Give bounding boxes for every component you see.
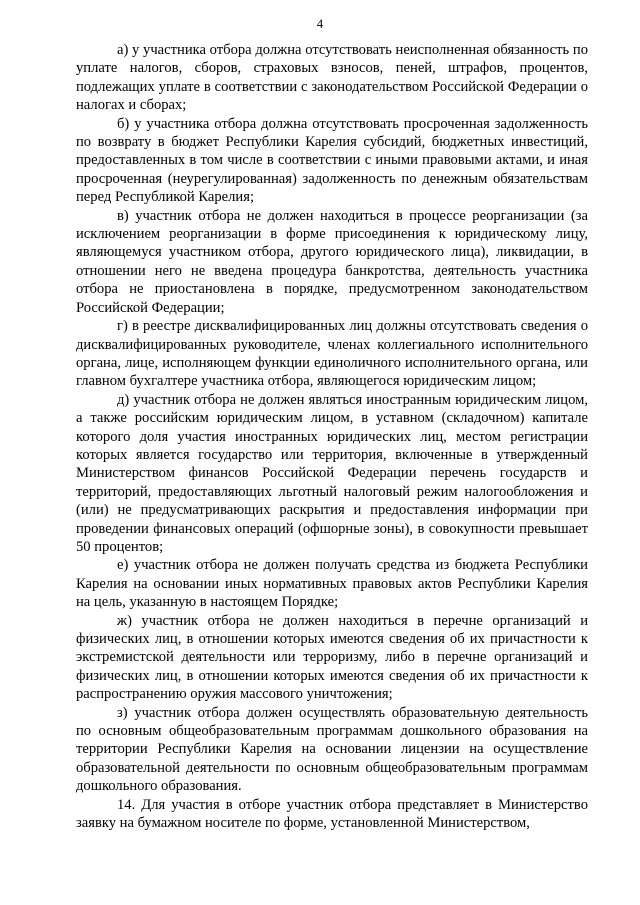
document-body [76,41,588,832]
paragraph-v: в) участник отбора не должен находиться в процессе реорганизации (за исключением реорганизации в форме присоединения к юридическому лицу, являющемуся участником отбора, другого юридического лица), ликвидации, в отношении него не введена процедура банкротства, деятельность участника отбора не приостановлена в порядке, предусмотренном законодательством Российской Федерации; [76,207,588,316]
paragraph-14: 14. Для участия в отборе участник отбора представляет в Министерство заявку на бумажном носителе по форме, установленной Министерством, [76,796,588,832]
page-number: 4 [316,17,324,31]
paragraph-z: з) участник отбора должен осуществлять образовательную деятельность по основным общеобразовательным программам дошкольного образования на территории Республики Карелия на основании лицензии на осуществление образовательной деятельности по основным общеобразовательным программам дошкольного образования. [76,704,588,795]
paragraph-a: а) у участника отбора должна отсутствовать неисполненная обязанность по уплате налогов, сборов, страховых взносов, пеней, штрафов, процентов, подлежащих уплате в соответствии с законодательством Российской Федерации о налогах и сборах; [76,42,588,114]
paragraph-e: е) участник отбора не должен получать средства из бюджета Республики Карелия на основании иных нормативных правовых актов Республики Карелия на цель, указанную в настоящем Порядке; [76,557,588,611]
paragraph-b: б) у участника отбора должна отсутствовать просроченная задолженность по возврату в бюджет Республики Карелия субсидий, бюджетных инвестиций, предоставленных в том числе в соответствии с иными правовыми актами, и иная просроченная (неурегулированная) задолженность по денежным обязательствам перед Республикой Карелия; [76,115,588,206]
paragraph-g: г) в реестре дисквалифицированных лиц должны отсутствовать сведения о дисквалифицированных руководителе, членах коллегиального исполнительного органа, лице, исполняющем функции единоличного исполнительного органа, или главном бухгалтере участника отбора, являющегося юридическим лицом; [76,318,588,390]
paragraph-d: д) участник отбора не должен являться иностранным юридическим лицом, а также российским юридическим лицом, в уставном (складочном) капитале которого доля участия иностранных юридических лиц, местом регистрации которых является государство или территория, включенные в утвержденный Министерством финансов Российской Федерации перечень государств и территорий, предоставляющих льготный налоговый режим налогообложения и (или) не предусматривающих раскрытия и предоставления информации при проведении финансовых операций (офшорные зоны), в совокупности превышает 50 процентов; [76,391,588,555]
paragraph-zh: ж) участник отбора не должен находиться в перечне организаций и физических лиц, в отношении которых имеются сведения об их причастности к экстремистской деятельности или терроризму, либо в перечне организаций и физических лиц, в отношении которых имеются сведения об их причастности к распространению оружия массового уничтожения; [76,612,588,703]
